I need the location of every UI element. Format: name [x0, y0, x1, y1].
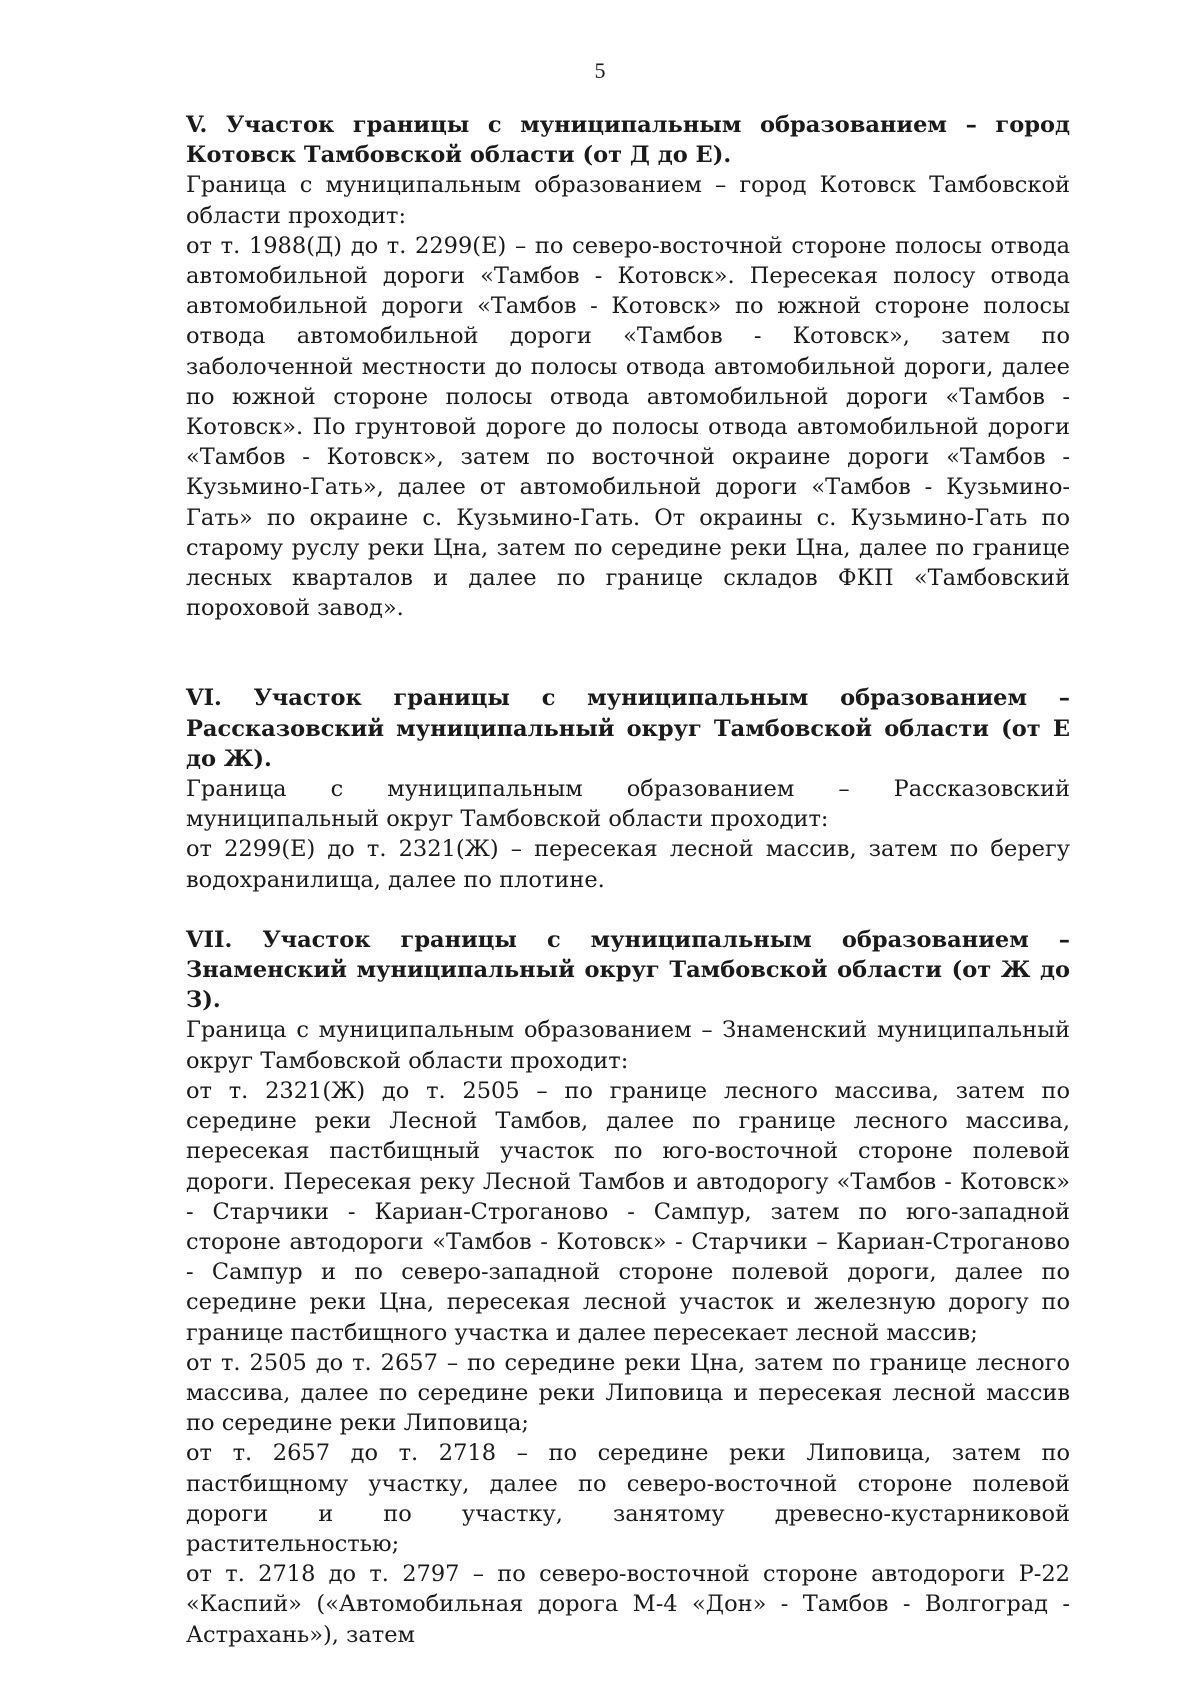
section-v: [186, 110, 1070, 623]
page-number: 5: [594, 58, 606, 83]
section-paragraph: Граница с муниципальным образованием – Знаменский муниципальный округ Тамбовской области проходит:: [186, 1017, 1070, 1074]
section-paragraph: от т. 1988(Д) до т. 2299(Е) – по северо-восточной стороне полосы отвода автомобильной дороги «Тамбов - Котовск». Пересекая полосу отвода автомобильной дороги «Тамбов - Котовск» по южной стороне полосы отвода автомобильной дороги «Тамбов - Котовск», затем по заболоченной местности до полосы отвода автомобильной дороги, далее по южной стороне полосы отвода автомобильной дороги «Тамбов - Котовск». По грунтовой дороге до полосы отвода автомобильной дороги «Тамбов - Котовск», затем по восточной окраине дороги «Тамбов - Кузьмино-Гать», далее от автомобильной дороги «Тамбов - Кузьмино-Гать» по окраине с. Кузьмино-Гать. От окраины с. Кузьмино-Гать по старому руслу реки Цна, затем по середине реки Цна, далее по границе лесных кварталов и далее по границе складов ФКП «Тамбовский пороховой завод».: [186, 232, 1070, 622]
section-paragraph: Граница с муниципальным образованием – Рассказовский муниципальный округ Тамбовской области проходит:: [186, 776, 1070, 833]
section-paragraph: от т. 2657 до т. 2718 – по середине реки Липовица, затем по пастбищному участку, далее по северо-восточной стороне полевой дороги и по участку, занятому древесно-кустарниковой растительностью;: [186, 1440, 1070, 1557]
section-paragraph: Граница с муниципальным образованием – город Котовск Тамбовской области проходит:: [186, 172, 1070, 229]
section-paragraph: от т. 2505 до т. 2657 – по середине реки Цна, затем по границе лесного массива, далее по середине реки Липовица и пересекая лесной массив по середине реки Липовица;: [186, 1349, 1070, 1437]
document-body: [186, 110, 1070, 1650]
section-heading: VI. Участок границы с муниципальным образованием – Рассказовский муниципальный округ Тамбовской области (от Е до Ж).: [186, 685, 1070, 772]
section-heading: VII. Участок границы с муниципальным образованием – Знаменский муниципальный округ Тамбовской области (от Ж до З).: [186, 926, 1070, 1014]
section-paragraph: от т. 2718 до т. 2797 – по северо-восточной стороне автодороги Р-22 «Каспий» («Автомобильная дорога М-4 «Дон» - Тамбов - Волгоград - Астрахань»), затем: [186, 1561, 1070, 1648]
section-paragraph: от 2299(Е) до т. 2321(Ж) – пересекая лесной массив, затем по берегу водохранилища, далее по плотине.: [186, 836, 1070, 893]
section-paragraph: от т. 2321(Ж) до т. 2505 – по границе лесного массива, затем по середине реки Лесной Тамбов, далее по границе лесного массива, пересекая пастбищный участок по юго-восточной стороне полевой дороги. Пересекая реку Лесной Тамбов и автодорогу «Тамбов - Котовск» - Старчики - Кариан-Строганово - Сампур, затем по юго-западной стороне автодороги «Тамбов - Котовск» - Старчики – Кариан-Строганово - Сампур и по северо-западной стороне полевой дороги, далее по середине реки Цна, пересекая лесной участок и железную дорогу по границе пастбищного участка и далее пересекает лесной массив;: [186, 1077, 1070, 1346]
section-vii: [186, 925, 1070, 1650]
section-heading: V. Участок границы с муниципальным образованием – город Котовск Тамбовской области (от Д до Е).: [186, 112, 1070, 169]
section-vi: [186, 683, 1070, 894]
